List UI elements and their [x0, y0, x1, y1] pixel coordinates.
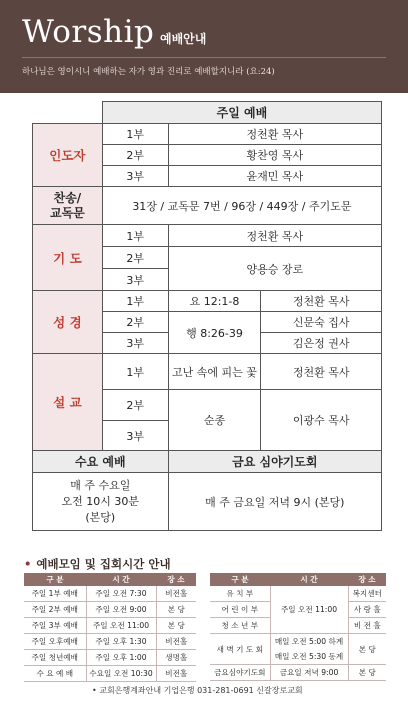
schedule-row: 유 치 부 주일 오전 11:00 복지센터 [210, 586, 386, 602]
schedule-row: 주일 3부 예배 주일 오전 11:00 본 당 [24, 618, 196, 634]
prayer-label: 기 도 [33, 225, 103, 291]
schedule-row: 주일 2부 예배 주일 오전 9:00 본 당 [24, 602, 196, 618]
part-cell: 3부 [102, 333, 168, 354]
sermon-title: 순종 [168, 390, 261, 451]
part-cell: 1부 [102, 354, 168, 390]
col-header: 시 간 [270, 573, 348, 586]
part-cell: 1부 [102, 291, 168, 312]
scripture-reader: 정천환 목사 [261, 291, 382, 312]
part-cell: 3부 [102, 166, 168, 187]
schedule-row: 주일 1부 예배 주일 오전 7:30 비전홀 [24, 586, 196, 602]
prayer-name: 정천환 목사 [168, 225, 381, 247]
schedule-row: 매일 오전 5:30 동계 [210, 649, 386, 665]
col-header: 시 간 [86, 573, 156, 586]
schedule-title: • 예배모임 및 집회시간 안내 [24, 557, 171, 571]
sermon-label: 설 교 [33, 354, 103, 451]
bank-account-info: • 교회은행계좌안내 기업은행 031-281-0691 신갈장로교회 [92, 686, 303, 695]
schedule-row: 새 벽 기 도 회 매일 오전 5:00 하계 본 당 [210, 634, 386, 650]
col-header: 장 소 [348, 573, 386, 586]
worship-table [32, 101, 382, 531]
schedule-row: 주일 오후예배 주일 오후 1:30 비전홀 [24, 634, 196, 650]
hymn-value: 31장 / 교독문 7번 / 96장 / 449장 / 주기도문 [102, 187, 381, 225]
sunday-header: 주일 예배 [102, 102, 381, 124]
schedule-row: 금요심야기도회 금요일 저녁 9:00 본 당 [210, 665, 386, 681]
leader-name: 황찬영 목사 [168, 145, 381, 166]
part-cell: 2부 [102, 390, 168, 421]
wednesday-header: 수요 예배 [33, 451, 169, 473]
hymn-label: 찬송/ 교독문 [33, 187, 103, 225]
leader-name: 윤재민 목사 [168, 166, 381, 187]
schedule-row: 주일 청년예배 주일 오후 1:00 생명홀 [24, 650, 196, 666]
leader-label: 인도자 [33, 124, 103, 187]
part-cell: 1부 [102, 225, 168, 247]
leader-name: 정천환 목사 [168, 124, 381, 145]
part-cell: 2부 [102, 247, 168, 269]
bible-verse: 하나님은 영이시니 예배하는 자가 영과 진리로 예배할지니라 (요:24) [22, 67, 275, 77]
part-cell: 1부 [102, 124, 168, 145]
sermon-preacher: 이광수 목사 [261, 390, 382, 451]
scripture-label: 성 경 [33, 291, 103, 354]
scripture-ref: 요 12:1-8 [168, 291, 261, 312]
part-cell: 3부 [102, 421, 168, 451]
sermon-preacher: 정천환 목사 [261, 354, 382, 390]
scripture-ref: 행 8:26-39 [168, 312, 261, 354]
friday-header: 금요 심야기도회 [168, 451, 381, 473]
header-divider [22, 57, 386, 58]
page-title: Worship [22, 14, 155, 50]
schedule-row: 수 요 예 배 수요일 오전 10:30 비전홀 [24, 666, 196, 682]
prayer-name: 양용승 장로 [168, 247, 381, 291]
schedule-row: 청 소 년 부 비 전 홀 [210, 618, 386, 634]
part-cell: 3부 [102, 269, 168, 291]
col-header: 장 소 [156, 573, 196, 586]
schedule-table-left [24, 573, 196, 682]
header-banner [0, 0, 408, 93]
schedule-row: 어 린 이 부 사 랑 홀 [210, 602, 386, 618]
wednesday-time: 매 주 수요일 오전 10시 30분 (본당) [33, 473, 169, 531]
col-header: 구 분 [24, 573, 86, 586]
schedule-table-right [210, 573, 386, 681]
scripture-reader: 김은정 권사 [261, 333, 382, 354]
scripture-reader: 신문숙 집사 [261, 312, 382, 333]
part-cell: 2부 [102, 145, 168, 166]
part-cell: 2부 [102, 312, 168, 333]
col-header: 구 분 [210, 573, 270, 586]
sermon-title: 고난 속에 피는 꽃 [168, 354, 261, 390]
friday-time: 매 주 금요일 저녁 9시 (본당) [168, 473, 381, 531]
page-subtitle: 예배안내 [160, 32, 207, 46]
